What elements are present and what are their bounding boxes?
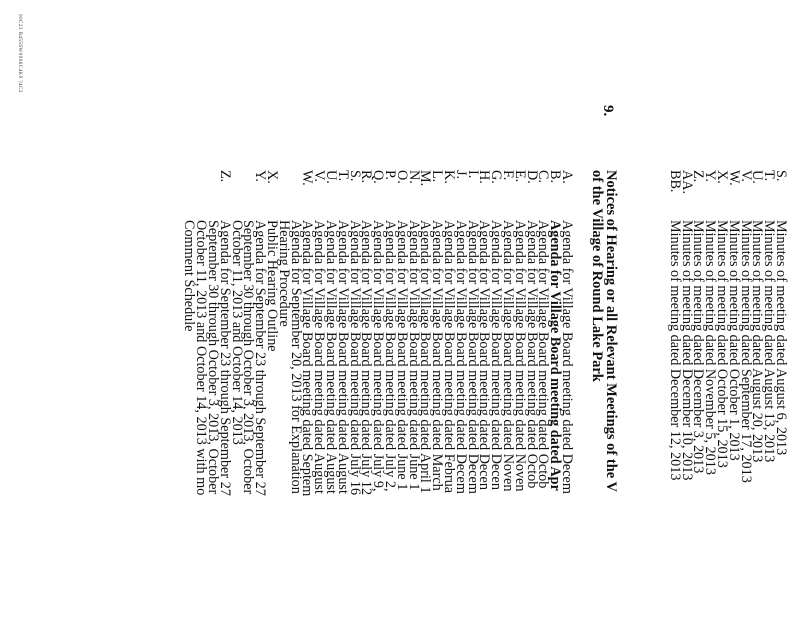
- section-title: [590, 170, 618, 492]
- item-letter: T.: [761, 170, 778, 182]
- item-text: Agenda for Village Board meeting dated August: [334, 220, 351, 494]
- margin-stamp: 00C23 B4556W0096C4K0 ?4C2: [17, 14, 22, 93]
- item-text: Minutes of meeting dated November 5, 2013: [702, 220, 719, 475]
- item-text: Agenda for Village Board meeting dated June 1: [405, 220, 422, 491]
- item-letter: Z.: [690, 170, 707, 183]
- item-text: Agenda for Village Board meeting dated July 12: [358, 220, 375, 496]
- item-letter: C.: [535, 170, 552, 184]
- item-letter: E.: [511, 170, 528, 183]
- item-text: Minutes of meeting dated December 3, 2013: [690, 220, 707, 474]
- item-text: Minutes of meeting dated September 17, 2013: [737, 220, 754, 483]
- item-letter: X.: [264, 170, 280, 184]
- item-letter: V.: [737, 170, 754, 182]
- item-text: October 11, 2013 and October 14, 2013 with mo: [193, 220, 210, 496]
- item-text: Agenda for Village Board meeting dated July 16: [346, 220, 363, 496]
- item-text: Minutes of meeting dated August 6, 2013: [773, 220, 789, 456]
- item-letter: L.: [429, 170, 446, 183]
- item-letter: D.: [523, 170, 540, 184]
- item-letter: K.: [441, 170, 457, 184]
- item-letter: H.: [476, 170, 493, 184]
- item-letter: P.: [382, 170, 398, 180]
- item-text: September 30 through October 3, 2013, October: [205, 220, 221, 495]
- item-text: Agenda for September 23 through September 27: [216, 220, 233, 496]
- item-text: Agenda for Village Board meeting dated Octob: [535, 220, 552, 489]
- item-text: Comment Schedule: [181, 220, 198, 332]
- item-text: Minutes of meeting dated October 1, 2013: [725, 220, 742, 461]
- item-text: Agenda for Village Board meeting dated July 9,: [370, 220, 387, 492]
- item-letter: U.: [323, 170, 339, 184]
- item-text: Agenda for Village Board meeting dated Septem: [299, 220, 316, 497]
- section-title-line-2: of the Village of Round Lake Park: [589, 170, 605, 382]
- item-text: Agenda for Village Board meeting dated Decem: [464, 220, 481, 494]
- item-text: Agenda for Village Board meeting dated March: [429, 220, 446, 491]
- item-letter: V.: [311, 170, 328, 182]
- item-letter: Q.: [370, 170, 387, 184]
- item-letter: W.: [299, 170, 316, 186]
- section-number: 9.: [600, 105, 616, 117]
- item-letter: BB.: [666, 170, 683, 193]
- item-letter: S.: [346, 170, 363, 182]
- item-text: Minutes of meeting dated December 12, 2013: [666, 220, 683, 481]
- item-text: Agenda for Village Board meeting dated Decen: [476, 220, 493, 490]
- item-letter: Y.: [252, 170, 269, 182]
- item-letter: R.: [358, 170, 375, 184]
- item-text: Agenda for Village Board meeting dated June 1: [393, 220, 410, 491]
- item-letter: W.: [725, 170, 742, 186]
- item-text: Minutes of meeting dated October 15, 2013: [714, 220, 730, 468]
- item-text: Public Hearing Outline: [264, 220, 280, 352]
- item-letter: G.: [488, 170, 505, 184]
- item-text: Hearing Procedure: [275, 220, 292, 327]
- item-text: Agenda for Village Board meeting dated Decem: [452, 220, 469, 494]
- item-text: Agenda for Village Board meeting dated Decem: [559, 220, 575, 494]
- item-text: Minutes of meeting dated August 13, 2013: [761, 220, 778, 463]
- item-text: Agenda for Village Board meeting dated Februa: [441, 220, 457, 494]
- item-letter: F.: [500, 170, 516, 181]
- item-letter: M.: [417, 170, 434, 187]
- item-text: Agenda for September 23 through September 27: [252, 220, 269, 496]
- item-text: Minutes of meeting dated December 10, 2013: [678, 220, 695, 481]
- item-letter: AA.: [678, 170, 695, 195]
- item-text: Agenda for Village Board meeting dated Noven: [511, 220, 528, 492]
- item-letter: O.: [393, 170, 410, 184]
- item-text: Agenda for Village Board meeting dated Decen: [488, 220, 505, 490]
- item-letter: I.: [464, 170, 481, 179]
- item-text: Minutes of meeting dated August 20, 2013: [749, 220, 766, 463]
- section-title-line-1: Notices of Hearing or all Relevant Meetings of the V: [603, 170, 619, 493]
- item-text: Agenda for Village Board meeting dated August: [311, 220, 328, 494]
- item-letter: Z.: [216, 170, 233, 183]
- item-text: Agenda for Village Board meeting dated July 2,: [382, 220, 398, 492]
- item-text: October 11, 2013 and October 14, 2013: [228, 220, 245, 445]
- item-letter: J.: [452, 170, 469, 180]
- item-text: September 30 through October 3, 2013, October: [240, 220, 257, 495]
- item-letter: A.: [559, 170, 575, 184]
- item-letter: X.: [714, 170, 730, 184]
- item-text: Agenda for Village Board meeting dated Octob: [523, 220, 540, 489]
- item-text: Agenda for Village Board meeting dated Apr: [547, 220, 564, 491]
- item-text: Agenda for September 20, 2013 for Explanation: [287, 220, 304, 494]
- item-letter: B.: [547, 170, 564, 184]
- item-letter: U.: [749, 170, 766, 184]
- item-letter: N.: [405, 170, 422, 184]
- item-letter: Y.: [702, 170, 719, 182]
- item-text: Agenda for Village Board meeting dated August: [323, 220, 339, 494]
- item-letter: S.: [773, 170, 789, 182]
- item-letter: T.: [334, 170, 351, 182]
- item-text: Agenda for Village Board meeting dated April 1: [417, 220, 434, 494]
- item-text: Agenda for Village Board meeting dated Noven: [500, 220, 516, 492]
